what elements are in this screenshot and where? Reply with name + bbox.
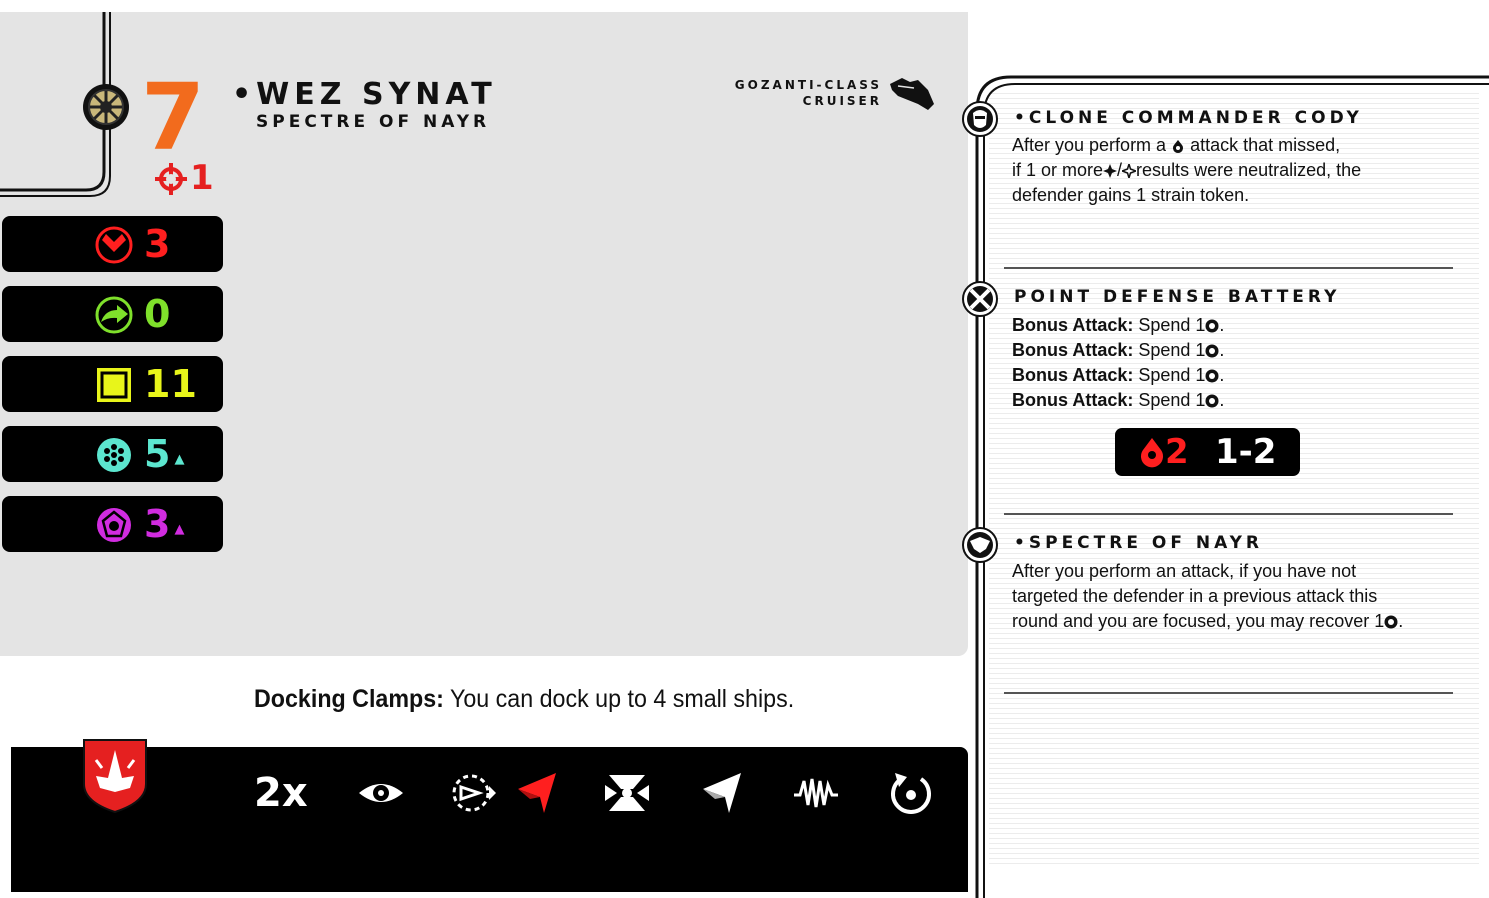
hit-result-icon (1103, 164, 1117, 178)
hull-value: 11 (144, 362, 197, 406)
crit-result-icon (1122, 164, 1136, 178)
shield-value: 5 ▲ (144, 432, 185, 476)
gozanti-ship-icon (888, 74, 936, 114)
faction-shield-icon (82, 738, 148, 814)
spectre-medal-icon (962, 527, 998, 563)
turret-arc-icon (1171, 139, 1185, 153)
coordinate-icon (449, 769, 497, 817)
energy-icon (1384, 615, 1398, 629)
crew-text-spectre: After you perform an attack, if you have not targeted the defender in a previous attack this round and you are focused, you may recover 1 . (1012, 561, 1404, 631)
energy-icon (1205, 344, 1219, 358)
crew-text-cody: After you perform a attack that missed, if 1 or more / results were neutralized, the defender gains 1 strain token. (1012, 135, 1362, 205)
agility-value: 0 (144, 292, 171, 336)
point-defense-medal-icon (962, 281, 998, 317)
action-count: 2x (254, 770, 308, 816)
initiative-value: 7 (141, 64, 206, 171)
weapon-range: 1-2 (1215, 432, 1277, 472)
energy-value: 3 ▲ (144, 502, 185, 546)
divider (1004, 267, 1453, 269)
recurring-charge-icon: ▲ (174, 522, 185, 537)
stat-energy (2, 496, 223, 552)
crew-text-pdb: Bonus Attack: Spend 1 . Bonus Attack: Spend 1 . Bonus Attack: Spend 1 . Bonus Attack: Spend 1 . (1012, 315, 1225, 410)
crew-title-spectre: •SPECTRE OF NAYR (1014, 533, 1264, 553)
ship-ability-label: Docking Clamps: (254, 685, 444, 713)
front-arc-icon (95, 226, 133, 264)
rotate-arc-icon (887, 769, 935, 817)
calculate-arrow-icon (699, 769, 747, 817)
weapon-attack-value: 2 (1165, 432, 1189, 472)
attack-value: 3 (144, 222, 171, 266)
ship-class-line1: GOZANTI-CLASS (734, 78, 882, 92)
crew-title-pdb: POINT DEFENSE BATTERY (1014, 287, 1341, 307)
focus-icon (357, 769, 405, 817)
stat-shield (2, 426, 223, 482)
pilot-name: •WEZ SYNAT (232, 77, 497, 112)
energy-icon (1205, 394, 1219, 408)
stat-attack (2, 216, 223, 272)
jam-icon (792, 769, 840, 817)
ship-ability-body: You can dock up to 4 small ships. (443, 685, 795, 713)
divider (1004, 513, 1453, 515)
shield-icon (95, 436, 133, 474)
stat-agility (2, 286, 223, 342)
recurring-charge-icon: ▲ (174, 452, 185, 467)
reinforce-icon (603, 769, 651, 817)
ship-ability-text (254, 680, 794, 718)
pilot-subtitle: SPECTRE OF NAYR (256, 112, 491, 132)
crew-title-cody: •CLONE COMMANDER CODY (1014, 108, 1363, 128)
energy-icon (1205, 319, 1219, 333)
pilot-limit: 1 (190, 158, 214, 198)
clone-commander-medal-icon (962, 101, 998, 137)
linked-red-arrow-icon (514, 769, 562, 817)
republic-emblem-icon (82, 83, 130, 131)
target-lock-icon (154, 162, 188, 196)
turret-arc-icon (1137, 436, 1167, 468)
divider (1004, 692, 1453, 694)
action-bar (11, 747, 968, 892)
agility-icon (95, 296, 133, 334)
ship-class-line2: CRUISER (802, 94, 882, 108)
hull-icon (95, 366, 133, 404)
energy-icon (95, 506, 133, 544)
weapon-stat-box (1115, 428, 1300, 476)
energy-icon (1205, 369, 1219, 383)
stat-hull (2, 356, 223, 412)
